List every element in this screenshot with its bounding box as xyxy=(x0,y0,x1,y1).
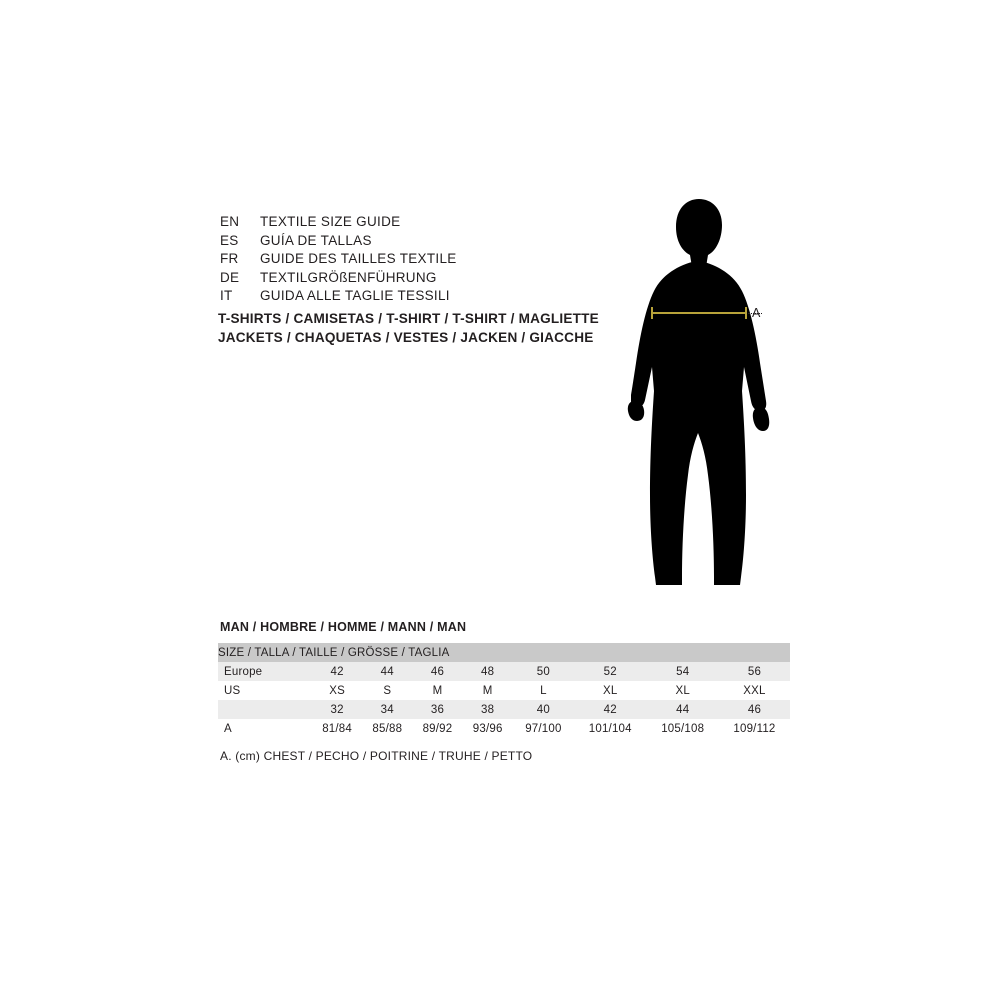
language-title: GUÍA DE TALLAS xyxy=(260,232,372,248)
measure-label-a: A xyxy=(752,306,761,320)
language-title: TEXTILE SIZE GUIDE xyxy=(260,214,401,229)
language-row xyxy=(220,251,640,270)
footnote-chest-measure: A. (cm) CHEST / PECHO / POITRINE / TRUHE / PETTO xyxy=(220,749,533,763)
language-row xyxy=(220,233,640,252)
language-title: TEXTILGRÖßENFÜHRUNG xyxy=(260,269,437,285)
table-row xyxy=(218,681,790,700)
cell: 56 xyxy=(719,662,790,681)
cell: XS xyxy=(312,681,362,700)
cell: M xyxy=(412,681,462,700)
man-silhouette-figure xyxy=(600,195,820,605)
cell: 42 xyxy=(574,700,646,719)
cell: 34 xyxy=(362,700,412,719)
cell: 85/88 xyxy=(362,719,412,738)
language-title: GUIDE DES TAILLES TEXTILE xyxy=(260,251,457,266)
cell: 46 xyxy=(412,662,462,681)
language-code: DE xyxy=(220,269,240,285)
category-jackets: JACKETS / CHAQUETAS / VESTES / JACKEN / GIACCHE xyxy=(218,329,594,345)
table-title: MAN / HOMBRE / HOMME / MANN / MAN xyxy=(220,620,467,634)
cell: 50 xyxy=(513,662,574,681)
cell: 89/92 xyxy=(412,719,462,738)
language-row xyxy=(220,270,640,289)
cell: 38 xyxy=(463,700,513,719)
language-code: FR xyxy=(220,251,239,266)
table-header-label: SIZE / TALLA / TAILLE / GRÖSSE / TAGLIA xyxy=(218,643,790,662)
cell: 93/96 xyxy=(463,719,513,738)
language-code: IT xyxy=(220,288,233,303)
cell: 32 xyxy=(312,700,362,719)
cell: 44 xyxy=(646,700,718,719)
language-code: EN xyxy=(220,214,240,229)
cell: XL xyxy=(646,681,718,700)
row-label xyxy=(218,700,312,719)
cell: 97/100 xyxy=(513,719,574,738)
size-table xyxy=(218,643,790,738)
language-row xyxy=(220,288,640,307)
cell: 36 xyxy=(412,700,462,719)
cell: 52 xyxy=(574,662,646,681)
table-row xyxy=(218,662,790,681)
language-code: ES xyxy=(220,232,239,248)
cell: XXL xyxy=(719,681,790,700)
cell: 42 xyxy=(312,662,362,681)
language-list xyxy=(220,214,640,307)
cell: 40 xyxy=(513,700,574,719)
cell: S xyxy=(362,681,412,700)
cell: 48 xyxy=(463,662,513,681)
cell: M xyxy=(463,681,513,700)
table-row xyxy=(218,719,790,738)
row-label: A xyxy=(218,719,312,738)
cell: L xyxy=(513,681,574,700)
cell: 105/108 xyxy=(646,719,718,738)
language-title: GUIDA ALLE TAGLIE TESSILI xyxy=(260,288,450,303)
row-label: Europe xyxy=(218,662,312,681)
cell: XL xyxy=(574,681,646,700)
cell: 81/84 xyxy=(312,719,362,738)
category-tshirts: T-SHIRTS / CAMISETAS / T-SHIRT / T-SHIRT / MAGLIETTE xyxy=(218,311,599,326)
cell: 109/112 xyxy=(719,719,790,738)
cell: 46 xyxy=(719,700,790,719)
silhouette-shape xyxy=(628,199,769,585)
cell: 54 xyxy=(646,662,718,681)
table-row xyxy=(218,700,790,719)
language-row xyxy=(220,214,640,233)
table-header-row xyxy=(218,643,790,662)
row-label: US xyxy=(218,681,312,700)
cell: 44 xyxy=(362,662,412,681)
cell: 101/104 xyxy=(574,719,646,738)
